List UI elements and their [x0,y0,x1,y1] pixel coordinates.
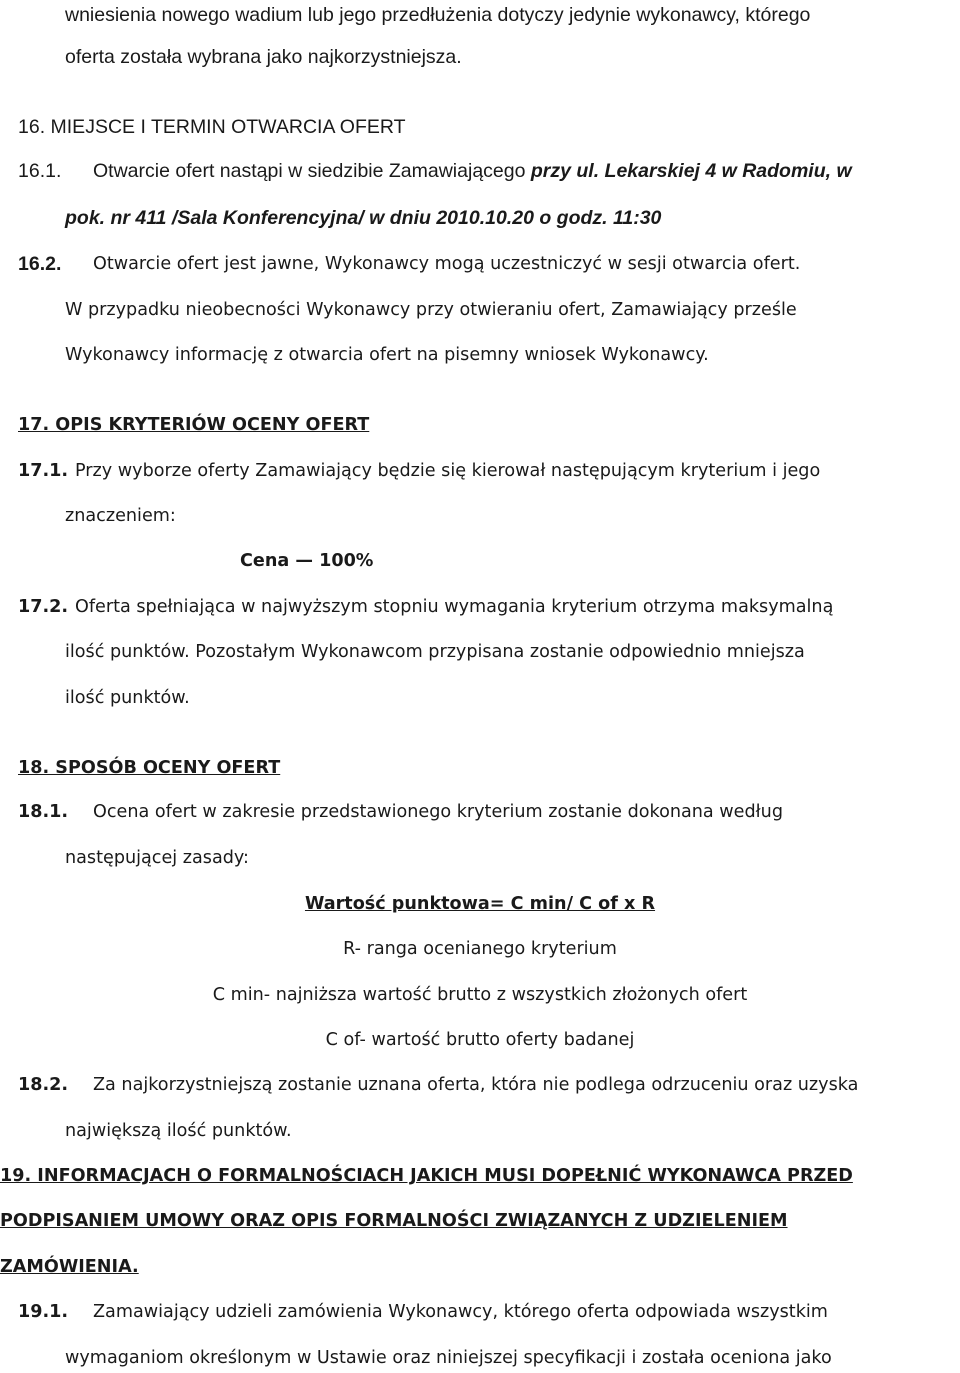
paragraph-line: wniesienia nowego wadium lub jego przedłużenia dotyczy jedynie wykonawcy, którego [65,4,811,26]
paragraph-number: 17.2. [18,597,69,617]
definition-cof: C of- wartość brutto oferty badanej [325,1030,635,1050]
paragraph-line: ilość punktów. Pozostałym Wykonawcom przypisana zostanie odpowiednio mniejsza [65,642,805,662]
paragraph-number: 19.1. [18,1302,69,1322]
paragraph-line: wymaganiom określonym w Ustawie oraz niniejszej specyfikacji i została oceniona jako [65,1348,832,1368]
paragraph-line: Ocena ofert w zakresie przedstawionego kryterium zostanie dokonana według [93,802,783,822]
paragraph-number: 18.1. [18,802,69,822]
formula: Wartość punktowa= C min/ C of x R [304,894,656,914]
section-heading-19-end: ZAMÓWIENIA. [0,1257,139,1277]
paragraph-line: Przy wyborze oferty Zamawiający będzie się kierował następującym kryterium i jego [75,461,821,481]
paragraph-number: 18.2. [18,1075,69,1095]
section-heading-16: 16. MIEJSCE I TERMIN OTWARCIA OFERT [18,116,406,138]
paragraph-line: Zamawiający udzieli zamówienia Wykonawcy, którego oferta odpowiada wszystkim [93,1302,828,1322]
section-heading-17: 17. OPIS KRYTERIÓW OCENY OFERT [18,415,370,435]
paragraph-number: 17.1. [18,461,69,481]
section-heading-18: 18. SPOSÓB OCENY OFERT [18,758,281,778]
address-date-line: pok. nr 411 /Sala Konferencyjna/ w dniu 2010.10.20 o godz. 11:30 [65,207,662,229]
paragraph-line [93,156,852,186]
paragraph-line: ilość punktów. [65,688,190,708]
paragraph-line: Otwarcie ofert jest jawne, Wykonawcy mogą uczestniczyć w sesji otwarcia ofert. [93,254,801,274]
paragraph-line: oferta została wybrana jako najkorzystniejsza. [65,46,462,68]
paragraph-line: W przypadku nieobecności Wykonawcy przy otwieraniu ofert, Zamawiający prześle [65,300,797,320]
criterion-price: Cena — 100% [240,551,374,571]
address-text: przy ul. Lekarskiej 4 w Radomiu, w [530,160,852,182]
paragraph-text: Otwarcie ofert nastąpi w siedzibie Zamawiającego [93,160,526,182]
paragraph-line: Za najkorzystniejszą zostanie uznana oferta, która nie podlega odrzuceniu oraz uzyska [93,1075,859,1095]
paragraph-line: następującej zasady: [65,848,249,868]
paragraph-line: Wykonawcy informację z otwarcia ofert na pisemny wniosek Wykonawcy. [65,345,709,365]
paragraph-number: 16.1. [18,160,62,182]
section-heading-19: 19. INFORMACJACH O FORMALNOŚCIACH JAKICH MUSI DOPEŁNIĆ WYKONAWCA PRZED [0,1166,853,1186]
paragraph-number: 16.2. [18,253,62,275]
definition-r: R- ranga ocenianego kryterium [343,939,617,959]
paragraph-line: znaczeniem: [65,506,176,526]
definition-cmin: C min- najniższa wartość brutto z wszystkich złożonych ofert [212,985,748,1005]
paragraph-line: Oferta spełniająca w najwyższym stopniu wymagania kryterium otrzyma maksymalną [75,597,834,617]
paragraph-line: największą ilość punktów. [65,1121,292,1141]
section-heading-19-cont: PODPISANIEM UMOWY ORAZ OPIS FORMALNOŚCI ZWIĄZANYCH Z UDZIELENIEM [0,1211,788,1231]
